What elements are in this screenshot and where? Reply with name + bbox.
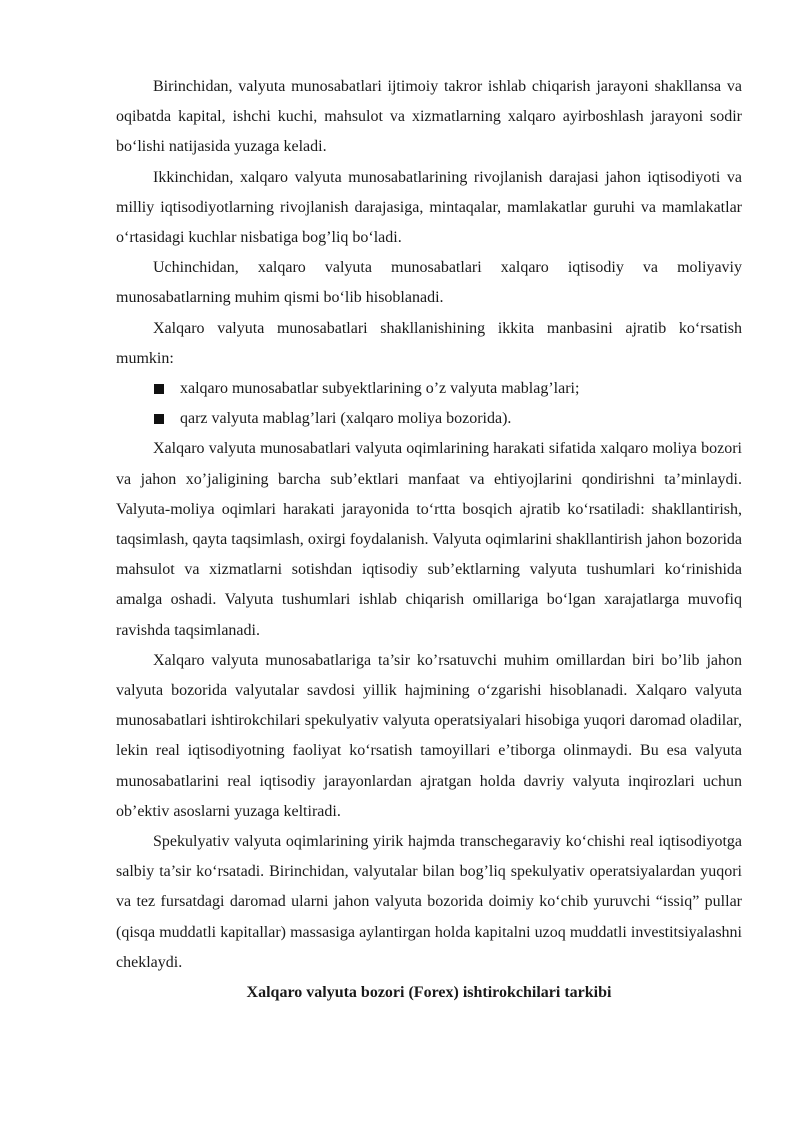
square-bullet-icon xyxy=(154,414,164,424)
list-item xyxy=(116,404,742,434)
paragraph: Uchinchidan, xalqaro valyuta munosabatlari xalqaro iqtisodiy va moliyaviy munosabatlarning muhim qismi bo‘lib hisoblanadi. xyxy=(116,259,742,307)
paragraph: Ikkinchidan, xalqaro valyuta munosabatlarining rivojlanish darajasi jahon iqtisodiyoti va milliy iqtisodiyotlarning rivojlanish darajasiga, mintaqalar, mamlakatlar guruhi va mamlakatlar o‘rtasidagi kuchlar nisbatiga bog’liq bo‘ladi. xyxy=(116,168,742,247)
bullet-text: xalqaro munosabatlar subyektlarining o’z valyuta mablag’lari; xyxy=(180,380,580,398)
section-heading: Xalqaro valyuta bozori (Forex) ishtirokchilari tarkibi xyxy=(246,984,612,1002)
paragraph: Birinchidan, valyuta munosabatlari ijtimoiy takror ishlab chiqarish jarayoni shakllansa va oqibatda kapital, ishchi kuchi, mahsulot va xizmatlarning xalqaro ayirboshlash jarayoni sodir bo‘lishi natijasida yuzaga keladi. xyxy=(116,78,742,156)
bullet-text: qarz valyuta mablag’lari (xalqaro moliya bozorida). xyxy=(180,410,512,428)
paragraph: Xalqaro valyuta munosabatlari shakllanishining ikkita manbasini ajratib ko‘rsatish mumkin: xyxy=(116,319,742,367)
list-item xyxy=(116,374,742,404)
paragraph: Xalqaro valyuta munosabatlari valyuta oqimlarining harakati sifatida xalqaro moliya bozori va jahon xo’jaligining barcha sub’ektlari manfaat va ehtiyojlarini qondirishni ta’minlaydi. Valyuta-moliya oqimlari harakati jarayonida to‘rtta bosqich ajratib ko‘rsatiladi: shakllantirish, taqsimlash, qayta taqsimlash, oxirgi foydalanish. Valyuta oqimlarini shakllantirish jahon bozorida mahsulot va xizmatlarni sotishdan iqtisodiy sub’ektlarning valyuta tushumlari ko‘rinishida amalga oshadi. Valyuta tushumlari ishlab chiqarish omillariga bo‘lgan xarajatlarga muvofiq ravishda taqsimlanadi. xyxy=(116,440,742,639)
bullet-list xyxy=(116,374,742,434)
square-bullet-icon xyxy=(154,384,164,394)
document-page xyxy=(116,72,742,1008)
paragraph: Spekulyativ valyuta oqimlarining yirik hajmda transchegaraviy ko‘chishi real iqtisodiyotga salbiy ta’sir ko‘rsatadi. Birinchidan, valyutalar bilan bog’liq spekulyativ operatsiyalardan yuqori va tez fursatdagi daromad ularni jahon valyuta bozorida doimiy ko‘chib yuruvchi “issiq” pullar (qisqa muddatli kapitallar) massasiga aylantirgan holda kapitalni uzoq muddatli investitsiyalashni cheklaydi. xyxy=(116,833,742,971)
paragraph: Xalqaro valyuta munosabatlariga ta’sir ko’rsatuvchi muhim omillardan biri bo’lib jahon valyuta bozorida valyutalar savdosi yillik hajmining o‘zgarishi hisoblanadi. Xalqaro valyuta munosabatlari ishtirokchilari spekulyativ valyuta operatsiyalari hisobiga yuqori daromad oladilar, lekin real iqtisodiyotning faoliyat ko‘rsatish tamoyillari e’tiborga olinmaydi. Bu esa valyuta munosabatlarini real iqtisodiy jarayonlardan ajratgan holda davriy valyuta inqirozlari uchun ob’ektiv asoslarni yuzaga keltiradi. xyxy=(116,651,742,820)
